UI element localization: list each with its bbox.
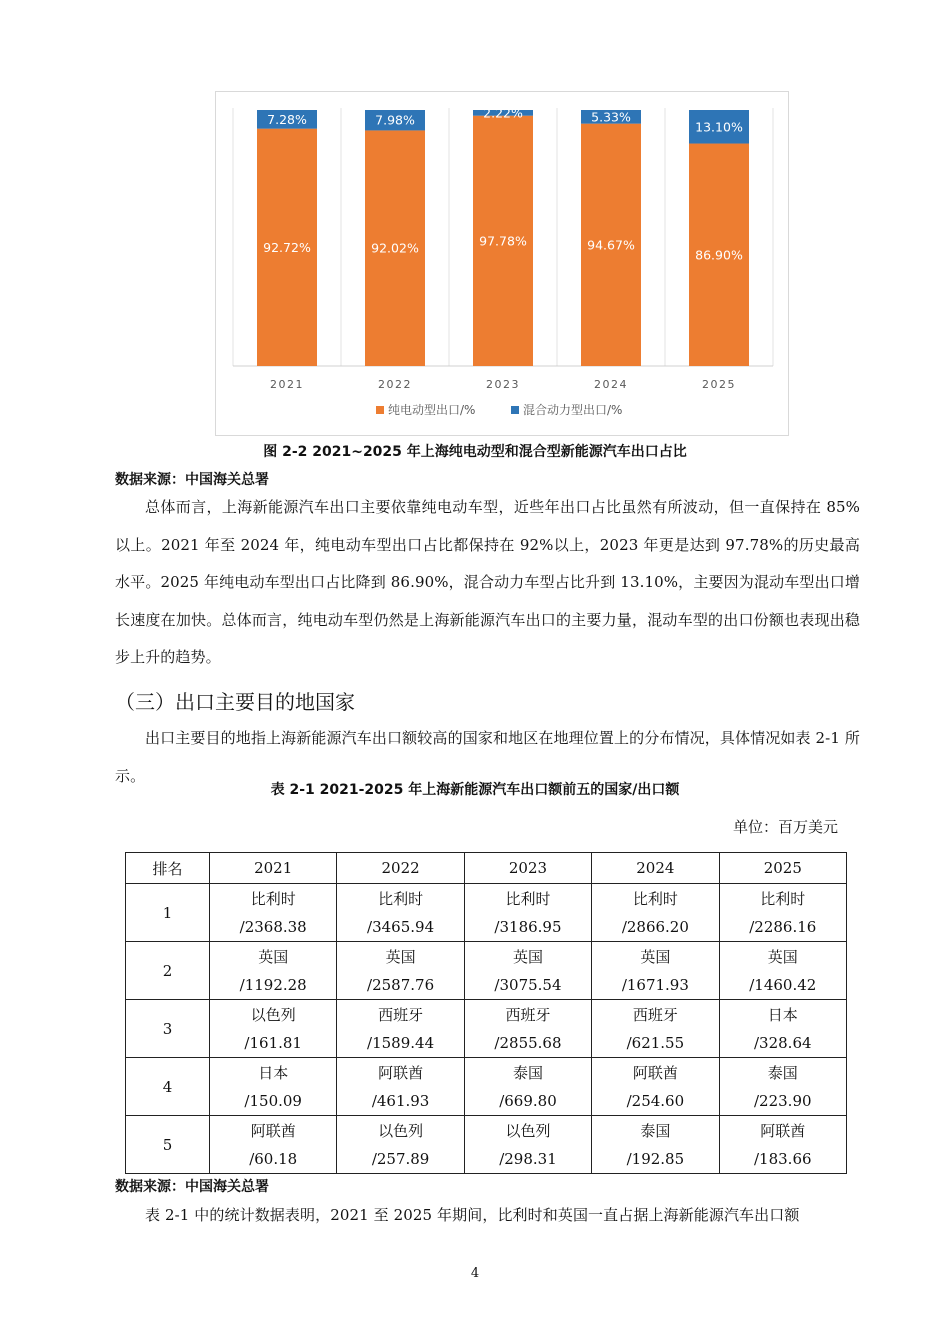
export-table xyxy=(125,852,847,1174)
table-cell xyxy=(337,942,464,1000)
export-value: /2286.16 xyxy=(749,917,817,936)
ev-data-label: 94.67% xyxy=(587,237,635,253)
export-value: /150.09 xyxy=(244,1091,302,1110)
table-row xyxy=(126,1058,847,1116)
country-name: 阿联酋 xyxy=(378,1063,424,1082)
country-name: 以色列 xyxy=(505,1121,551,1140)
country-name: 比利时 xyxy=(378,889,424,908)
table-row xyxy=(126,942,847,1000)
table-cell xyxy=(719,884,846,942)
table-caption: 表 2-1 2021-2025 年上海新能源汽车出口额前五的国家/出口额 xyxy=(270,782,680,798)
x-tick-label: 2023 xyxy=(486,378,520,391)
export-value: /3465.94 xyxy=(367,917,435,936)
x-tick-label: 2025 xyxy=(702,378,736,391)
country-name: 以色列 xyxy=(378,1121,424,1140)
table-cell xyxy=(464,884,591,942)
rank-cell: 2 xyxy=(126,942,210,1000)
legend-label-ev: 纯电动型出口/% xyxy=(388,403,476,417)
header-rank: 排名 xyxy=(126,853,210,884)
hybrid-data-label: 2.22% xyxy=(483,105,523,121)
table-cell xyxy=(592,1116,719,1174)
export-value: /3186.95 xyxy=(494,917,562,936)
country-name: 英国 xyxy=(385,947,416,966)
figure-source: 数据来源：中国海关总署 xyxy=(115,472,269,488)
table-cell xyxy=(719,1116,846,1174)
legend-swatch-hybrid xyxy=(511,406,519,414)
table-cell xyxy=(592,942,719,1000)
country-name: 英国 xyxy=(767,947,798,966)
rank-cell: 1 xyxy=(126,884,210,942)
country-name: 比利时 xyxy=(505,889,551,908)
country-name: 以色列 xyxy=(250,1005,296,1024)
table-cell xyxy=(464,1000,591,1058)
export-value: /328.64 xyxy=(754,1033,812,1052)
table-unit: 单位：百万美元 xyxy=(732,818,838,836)
table-cell xyxy=(592,1000,719,1058)
hybrid-data-label: 7.98% xyxy=(375,112,415,128)
x-tick-label: 2022 xyxy=(378,378,412,391)
rank-cell: 3 xyxy=(126,1000,210,1058)
country-name: 阿联酋 xyxy=(632,1063,678,1082)
export-value: /257.89 xyxy=(371,1149,430,1168)
ev-data-label: 92.02% xyxy=(371,240,419,256)
ev-data-label: 97.78% xyxy=(479,233,527,249)
x-tick-label: 2021 xyxy=(270,378,304,391)
table-cell xyxy=(337,884,464,942)
rank-cell: 5 xyxy=(126,1116,210,1174)
country-name: 比利时 xyxy=(760,889,806,908)
table-cell xyxy=(210,884,337,942)
country-name: 英国 xyxy=(640,947,671,966)
ev-data-label: 86.90% xyxy=(695,247,743,263)
legend-label-hybrid: 混合动力型出口/% xyxy=(523,403,623,417)
export-value: /2587.76 xyxy=(367,975,435,994)
figure-caption: 图 2-2 2021~2025 年上海纯电动型和混合型新能源汽车出口占比 xyxy=(263,444,687,460)
stacked-bar-chart xyxy=(215,91,789,436)
table-cell xyxy=(719,1058,846,1116)
hybrid-data-label: 13.10% xyxy=(695,119,743,135)
country-name: 比利时 xyxy=(632,889,678,908)
header-year: 2023 xyxy=(464,853,591,884)
export-value: /1192.28 xyxy=(239,975,307,994)
export-value: /192.85 xyxy=(626,1149,685,1168)
export-value: /161.81 xyxy=(244,1033,302,1052)
export-value: /1589.44 xyxy=(367,1033,435,1052)
table-cell xyxy=(210,1058,337,1116)
page-number: 4 xyxy=(470,1266,480,1281)
country-name: 泰国 xyxy=(767,1063,798,1082)
body-paragraph-3: 表 2-1 中的统计数据表明，2021 至 2025 年期间，比利时和英国一直占据上海新能源汽车出口额 xyxy=(145,1206,800,1224)
header-year: 2024 xyxy=(592,853,719,884)
country-name: 日本 xyxy=(767,1005,798,1024)
export-value: /1460.42 xyxy=(749,975,817,994)
country-name: 西班牙 xyxy=(632,1005,678,1024)
body-paragraph-2: 出口主要目的地指上海新能源汽车出口额较高的国家和地区在地理位置上的分布情况，具体情况如表 2-1 所示。 xyxy=(115,729,860,785)
table-cell xyxy=(337,1058,464,1116)
table-cell xyxy=(464,1116,591,1174)
chart-canvas xyxy=(216,92,790,437)
export-value: /254.60 xyxy=(626,1091,685,1110)
body-paragraph-1: 总体而言，上海新能源汽车出口主要依靠纯电动车型，近些年出口占比虽然有所波动，但一直保持在 85%以上。2021 年至 2024 年，纯电动车型出口占比都保持在 92%以上，2023 年更是达到 97.78%的历史最高水平。2025 年纯电动车型出口占比降到 86.90%，混合动力车型占比升到 13.10%，主要因为混动车型出口增长速度在加快。总体而言，纯电动车型仍然是上海新能源汽车出口的主要力量，混动车型的出口份额也表现出稳步上升的趋势。 xyxy=(115,498,860,666)
hybrid-data-label: 5.33% xyxy=(591,109,631,125)
export-value: /2866.20 xyxy=(621,917,689,936)
table-row xyxy=(126,884,847,942)
export-value: /60.18 xyxy=(249,1149,298,1168)
table-row xyxy=(126,1116,847,1174)
table-cell xyxy=(464,942,591,1000)
hybrid-data-label: 7.28% xyxy=(267,111,307,127)
export-value: /2368.38 xyxy=(239,917,307,936)
export-value: /2855.68 xyxy=(494,1033,562,1052)
export-value: /223.90 xyxy=(754,1091,812,1110)
country-name: 泰国 xyxy=(640,1121,671,1140)
x-tick-label: 2024 xyxy=(594,378,628,391)
table-row xyxy=(126,1000,847,1058)
table-cell xyxy=(337,1000,464,1058)
export-value: /298.31 xyxy=(499,1149,557,1168)
export-value: /3075.54 xyxy=(494,975,562,994)
country-name: 英国 xyxy=(258,947,289,966)
table-cell xyxy=(592,884,719,942)
table-source: 数据来源：中国海关总署 xyxy=(115,1179,269,1195)
country-name: 泰国 xyxy=(512,1063,543,1082)
legend-swatch-ev xyxy=(376,406,384,414)
export-value: /1671.93 xyxy=(621,975,689,994)
export-value: /183.66 xyxy=(754,1149,812,1168)
rank-cell: 4 xyxy=(126,1058,210,1116)
country-name: 西班牙 xyxy=(505,1005,551,1024)
country-name: 阿联酋 xyxy=(760,1121,806,1140)
table-cell xyxy=(719,1000,846,1058)
country-name: 英国 xyxy=(512,947,543,966)
table-cell xyxy=(592,1058,719,1116)
ev-data-label: 92.72% xyxy=(263,239,311,255)
country-name: 阿联酋 xyxy=(250,1121,296,1140)
country-name: 西班牙 xyxy=(378,1005,424,1024)
table-cell xyxy=(337,1116,464,1174)
table-cell xyxy=(210,942,337,1000)
header-year: 2025 xyxy=(719,853,846,884)
country-name: 日本 xyxy=(258,1063,289,1082)
export-value: /621.55 xyxy=(626,1033,685,1052)
header-year: 2021 xyxy=(210,853,337,884)
header-year: 2022 xyxy=(337,853,464,884)
export-value: /461.93 xyxy=(371,1091,430,1110)
export-value: /669.80 xyxy=(499,1091,557,1110)
table-cell xyxy=(210,1000,337,1058)
country-name: 比利时 xyxy=(250,889,296,908)
table-header-row xyxy=(126,853,847,884)
table-cell xyxy=(719,942,846,1000)
table-cell xyxy=(210,1116,337,1174)
table-cell xyxy=(464,1058,591,1116)
section-title: （三）出口主要目的地国家 xyxy=(115,690,355,714)
